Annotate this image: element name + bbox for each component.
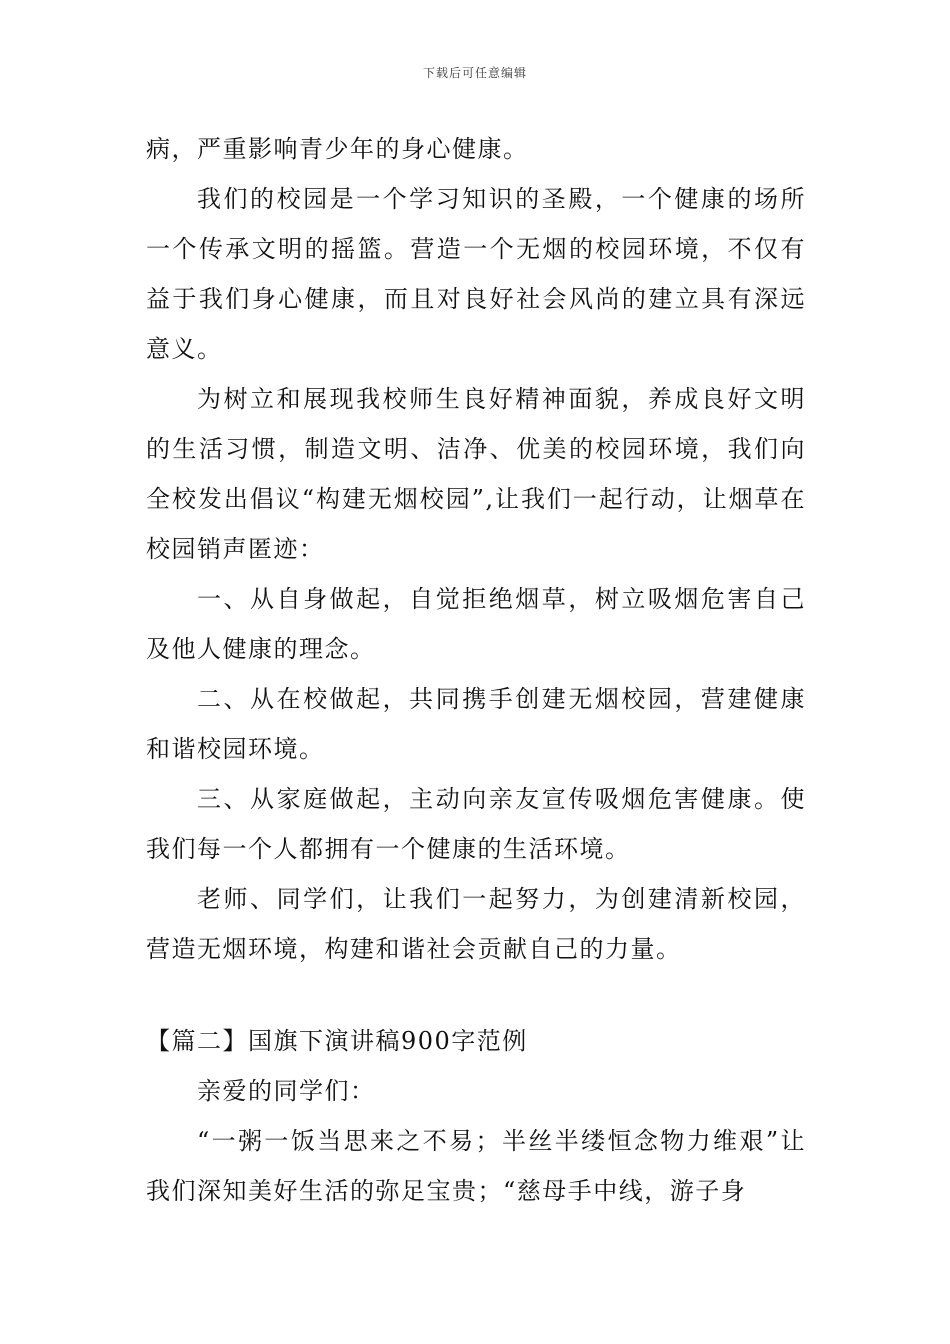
paragraph-point-two: 二、从在校做起，共同携手创建无烟校园，营建健康和谐校园环境。 <box>146 685 806 763</box>
paragraph-continuation: 病，严重影响青少年的身心健康。 <box>146 135 529 163</box>
paragraph-initiative: 为树立和展现我校师生良好精神面貌，养成良好文明的生活习惯，制造文明、洁净、优美的校园环境，我们向全校发出倡议“构建无烟校园”,让我们一起行动，让烟草在校园销声匿迹： <box>146 385 806 563</box>
paragraph-point-three: 三、从家庭做起，主动向亲友宣传吸烟危害健康。使我们每一个人都拥有一个健康的生活环境。 <box>146 785 806 863</box>
paragraph-campus: 我们的校园是一个学习知识的圣殿，一个健康的场所一个传承文明的摇篮。营造一个无烟的校园环境，不仅有益于我们身心健康，而且对良好社会风尚的建立具有深远意义。 <box>146 185 806 363</box>
section-title: 【篇二】国旗下演讲稿900字范例 <box>146 1027 528 1055</box>
paragraph-point-one: 一、从自身做起，自觉拒绝烟草，树立吸烟危害自己及他人健康的理念。 <box>146 585 806 663</box>
page-header: 下载后可任意编辑 <box>422 66 527 80</box>
paragraph-quote: “一粥一饭当思来之不易；半丝半缕恒念物力维艰”让我们深知美好生活的弥足宝贵；“慈母手中线，游子身 <box>146 1127 806 1205</box>
paragraph-closing: 老师、同学们，让我们一起努力，为创建清新校园，营造无烟环境，构建和谐社会贡献自己的力量。 <box>146 885 806 963</box>
paragraph-salutation: 亲爱的同学们： <box>197 1077 376 1105</box>
document-body <box>146 124 806 1216</box>
